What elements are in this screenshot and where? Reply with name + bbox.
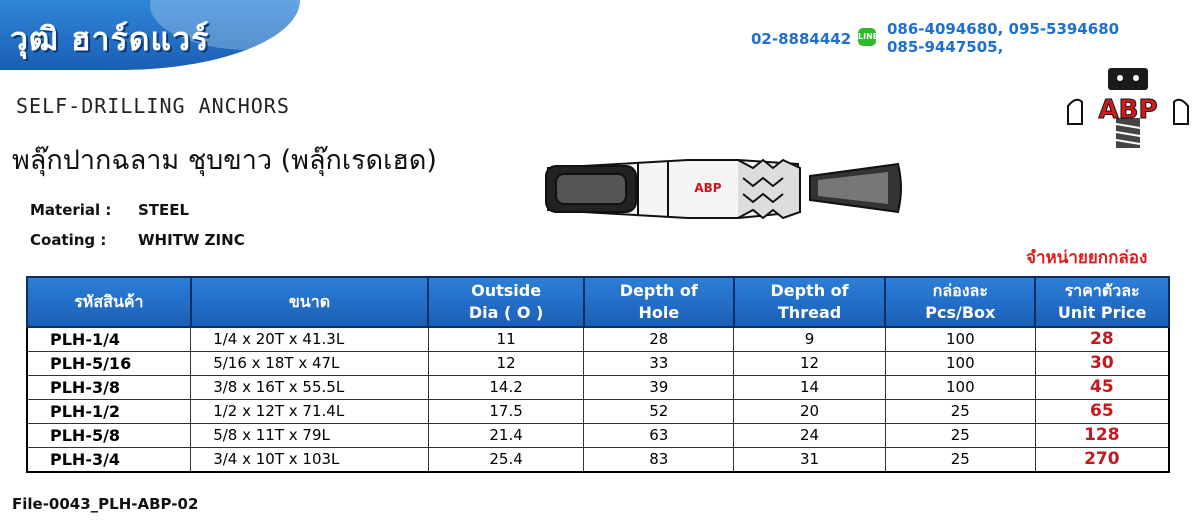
cell-code: PLH-3/8 xyxy=(27,376,191,400)
table-row xyxy=(27,327,1169,352)
cell-outside-dia: 14.2 xyxy=(428,376,584,400)
cell-depth-thread: 31 xyxy=(734,448,886,473)
product-title-en: SELF-DRILLING ANCHORS xyxy=(16,94,290,118)
cell-outside-dia: 11 xyxy=(428,327,584,352)
cell-code: PLH-3/4 xyxy=(27,448,191,473)
header-unit-price: ราคาตัวละ Unit Price xyxy=(1035,277,1169,327)
cell-outside-dia: 12 xyxy=(428,352,584,376)
cell-depth-thread: 20 xyxy=(734,400,886,424)
cell-pcs-box: 25 xyxy=(885,400,1035,424)
cell-unit-price: 270 xyxy=(1035,448,1169,473)
mobile-numbers xyxy=(887,20,1119,56)
cell-unit-price: 28 xyxy=(1035,327,1169,352)
cell-pcs-box: 25 xyxy=(885,448,1035,473)
cell-outside-dia: 21.4 xyxy=(428,424,584,448)
abp-logo xyxy=(1064,66,1192,154)
header-size: ขนาด xyxy=(191,277,429,327)
product-title-th: พลุ๊กปากฉลาม ชุบขาว (พลุ๊กเรดเฮด) xyxy=(12,145,437,176)
cell-depth-thread: 12 xyxy=(734,352,886,376)
header-product-code: รหัสสินค้า xyxy=(27,277,191,327)
cell-size: 5/16 x 18T x 47L xyxy=(191,352,429,376)
header-pcs-per-box: กล่องละ Pcs/Box xyxy=(885,277,1035,327)
mobile-numbers-line1: 086-4094680, 095-5394680 xyxy=(887,20,1120,38)
cell-outside-dia: 25.4 xyxy=(428,448,584,473)
cell-code: PLH-1/2 xyxy=(27,400,191,424)
cell-code: PLH-5/16 xyxy=(27,352,191,376)
sold-by-box-note: จำหน่ายยกกล่อง xyxy=(1026,248,1148,268)
cell-unit-price: 45 xyxy=(1035,376,1169,400)
brand-name: วุฒิ ฮาร์ดแวร์ xyxy=(10,20,210,58)
cell-size: 3/8 x 16T x 55.5L xyxy=(191,376,429,400)
cell-depth-thread: 24 xyxy=(734,424,886,448)
cell-size: 1/2 x 12T x 71.4L xyxy=(191,400,429,424)
cell-depth-hole: 83 xyxy=(584,448,734,473)
cell-size: 1/4 x 20T x 41.3L xyxy=(191,327,429,352)
cell-depth-thread: 9 xyxy=(734,327,886,352)
table-row xyxy=(27,376,1169,400)
material-value: STEEL xyxy=(138,201,190,219)
price-table xyxy=(26,276,1170,473)
cell-pcs-box: 100 xyxy=(885,327,1035,352)
line-app-icon: LINE xyxy=(858,28,876,46)
cell-code: PLH-1/4 xyxy=(27,327,191,352)
cell-depth-hole: 39 xyxy=(584,376,734,400)
coating-value: WHITW ZINC xyxy=(138,231,245,249)
cell-depth-hole: 52 xyxy=(584,400,734,424)
table-row xyxy=(27,352,1169,376)
abp-logo-text: ABP xyxy=(1098,95,1158,125)
cell-depth-thread: 14 xyxy=(734,376,886,400)
coating-label: Coating : xyxy=(30,231,107,249)
cell-pcs-box: 100 xyxy=(885,376,1035,400)
cell-code: PLH-5/8 xyxy=(27,424,191,448)
anchor-stamp: ABP xyxy=(694,181,722,195)
anchor-illustration xyxy=(538,148,908,228)
cell-size: 3/4 x 10T x 103L xyxy=(191,448,429,473)
mobile-numbers-line2: 085-9447505, xyxy=(887,38,1004,56)
header-depth-of-thread: Depth of Thread xyxy=(734,277,886,327)
cell-pcs-box: 100 xyxy=(885,352,1035,376)
table-row xyxy=(27,400,1169,424)
cell-unit-price: 30 xyxy=(1035,352,1169,376)
table-row xyxy=(27,424,1169,448)
cell-depth-hole: 33 xyxy=(584,352,734,376)
header-outside-dia: Outside Dia ( O ) xyxy=(428,277,584,327)
cell-depth-hole: 63 xyxy=(584,424,734,448)
cell-outside-dia: 17.5 xyxy=(428,400,584,424)
table-row xyxy=(27,448,1169,473)
table-header-row xyxy=(27,277,1169,327)
cell-unit-price: 128 xyxy=(1035,424,1169,448)
cell-unit-price: 65 xyxy=(1035,400,1169,424)
cell-pcs-box: 25 xyxy=(885,424,1035,448)
phone-number: 02-8884442 xyxy=(751,30,852,48)
material-label: Material : xyxy=(30,201,112,219)
header-depth-of-hole: Depth of Hole xyxy=(584,277,734,327)
file-reference: File-0043_PLH-ABP-02 xyxy=(12,495,199,513)
brand-banner xyxy=(0,0,300,70)
cell-size: 5/8 x 11T x 79L xyxy=(191,424,429,448)
cell-depth-hole: 28 xyxy=(584,327,734,352)
